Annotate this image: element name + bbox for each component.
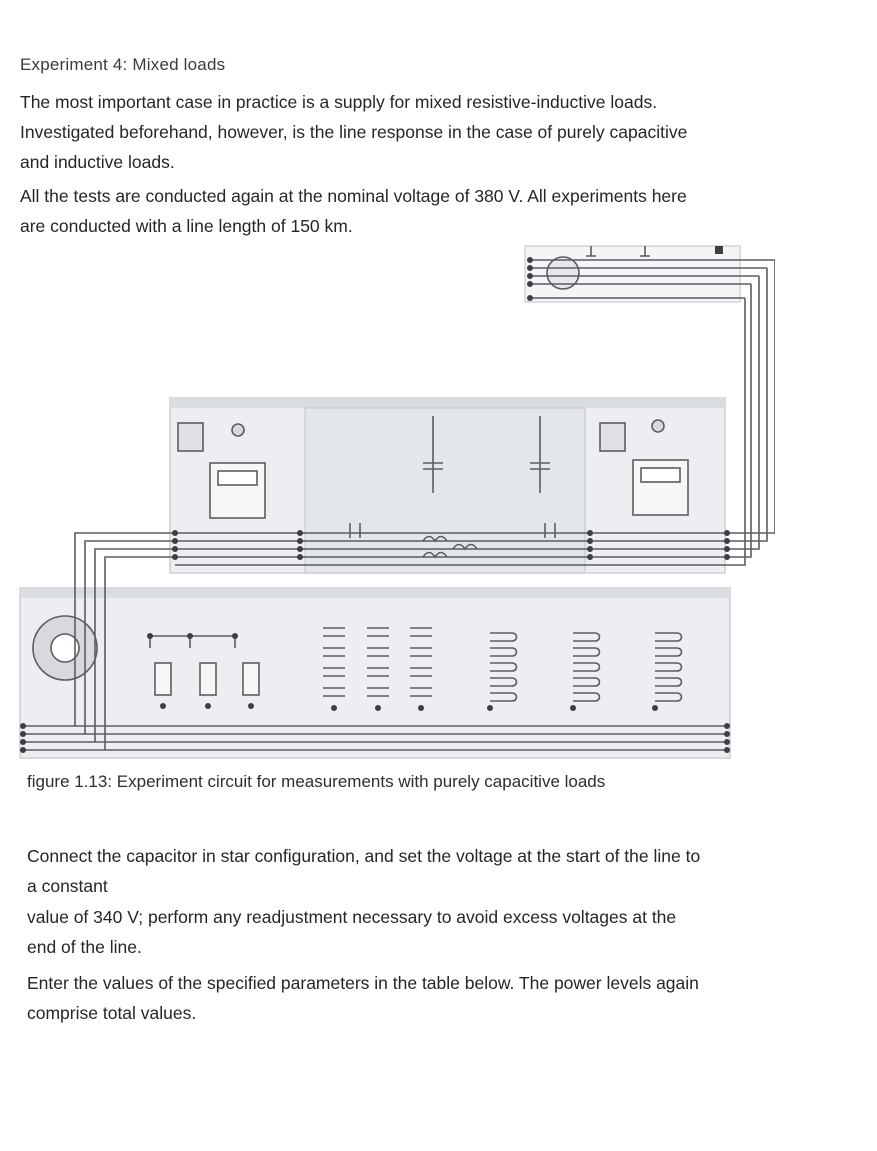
left-knob-icon <box>232 424 244 436</box>
resistor-icon <box>243 663 259 695</box>
intro-line: The most important case in practice is a supply for mixed resistive-inductive loads. <box>20 92 658 112</box>
intro-line: and inductive loads. <box>20 152 175 172</box>
value-line: value of 340 V; perform any readjustment necessary to avoid excess voltages at the <box>27 907 677 927</box>
connect-paragraph <box>27 841 847 901</box>
value-line: end of the line. <box>27 937 142 957</box>
load-panel <box>20 588 730 758</box>
left-socket-block-icon <box>178 423 203 451</box>
section-heading: Experiment 4: Mixed loads <box>20 55 226 74</box>
tests-line: are conducted with a line length of 150 km. <box>20 216 353 236</box>
line-model-rail <box>170 398 725 408</box>
right-meter-display <box>641 468 680 482</box>
right-socket-block-icon <box>600 423 625 451</box>
left-meter-display <box>218 471 257 485</box>
enter-line: Enter the values of the specified parameters in the table below. The power levels again <box>27 973 699 993</box>
right-knob-icon <box>652 420 664 432</box>
connect-line: Connect the capacitor in star configuration, and set the voltage at the start of the line to <box>27 846 701 866</box>
circuit-diagram <box>15 238 775 763</box>
figure-caption: figure 1.13: Experiment circuit for measurements with purely capacitive loads <box>27 772 606 791</box>
resistor-icon <box>155 663 171 695</box>
tests-paragraph <box>20 181 840 241</box>
enter-paragraph <box>27 968 847 1028</box>
intro-line: Investigated beforehand, however, is the line response in the case of purely capacitive <box>20 122 688 142</box>
supply-socket-icon <box>715 246 723 254</box>
connect-line: a constant <box>27 876 108 896</box>
tests-line: All the tests are conducted again at the nominal voltage of 380 V. All experiments here <box>20 186 687 206</box>
supply-return-wires <box>727 260 775 565</box>
load-rail <box>20 588 730 598</box>
value-paragraph <box>27 902 847 962</box>
enter-line: comprise total values. <box>27 1003 197 1023</box>
intro-paragraph <box>20 87 840 177</box>
resistor-icon <box>200 663 216 695</box>
line-model-module <box>170 398 727 573</box>
